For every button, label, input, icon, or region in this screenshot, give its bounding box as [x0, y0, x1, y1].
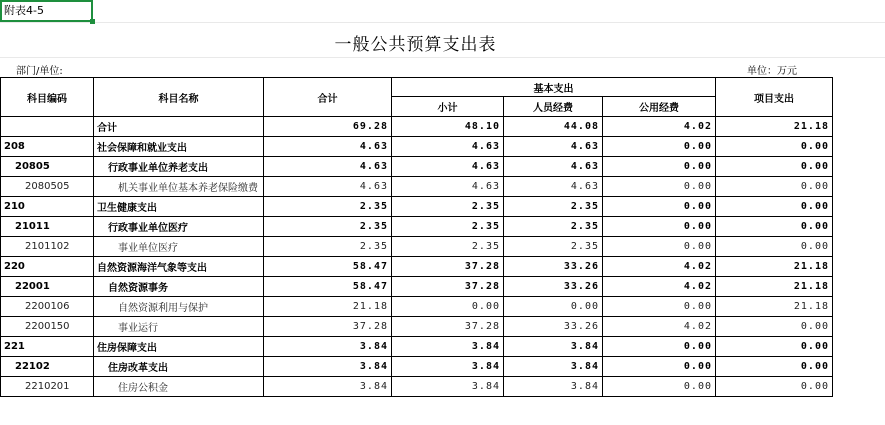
row-project[interactable]: 0.00 [716, 137, 833, 157]
row-code[interactable]: 2080505 [1, 177, 94, 197]
row-subtotal[interactable]: 3.84 [392, 357, 504, 377]
row-public[interactable]: 0.00 [603, 237, 716, 257]
row-subtotal[interactable]: 4.63 [392, 137, 504, 157]
row-name[interactable]: 自然资源海洋气象等支出 [94, 257, 264, 277]
row-name[interactable]: 行政事业单位养老支出 [94, 157, 264, 177]
row-subtotal[interactable]: 37.28 [392, 257, 504, 277]
row-personnel[interactable]: 3.84 [504, 357, 603, 377]
row-total[interactable]: 3.84 [264, 357, 392, 377]
table-row [1, 377, 833, 397]
row-public[interactable]: 4.02 [603, 277, 716, 297]
row-name[interactable]: 住房改革支出 [94, 357, 264, 377]
row-subtotal[interactable]: 3.84 [392, 337, 504, 357]
row-subtotal[interactable]: 48.10 [392, 117, 504, 137]
row-subtotal[interactable]: 4.63 [392, 157, 504, 177]
row-code[interactable]: 220 [1, 257, 94, 277]
table-row [1, 137, 833, 157]
row-project[interactable]: 0.00 [716, 217, 833, 237]
row-project[interactable]: 0.00 [716, 357, 833, 377]
header-total: 合计 [264, 78, 392, 117]
row-project[interactable]: 0.00 [716, 177, 833, 197]
header-basic: 基本支出 [392, 78, 716, 97]
row-project[interactable]: 21.18 [716, 277, 833, 297]
header-project: 项目支出 [716, 78, 833, 117]
row-personnel[interactable]: 33.26 [504, 257, 603, 277]
row-code[interactable] [1, 117, 94, 137]
row-code[interactable]: 2200106 [1, 297, 94, 317]
row-personnel[interactable]: 4.63 [504, 177, 603, 197]
table-row [1, 337, 833, 357]
row-subtotal[interactable]: 37.28 [392, 317, 504, 337]
row-name[interactable]: 事业运行 [94, 317, 264, 337]
row-public[interactable]: 0.00 [603, 137, 716, 157]
row-subtotal[interactable]: 2.35 [392, 197, 504, 217]
table-row [1, 217, 833, 237]
row-project[interactable]: 21.18 [716, 297, 833, 317]
row-total[interactable]: 3.84 [264, 377, 392, 397]
row-total[interactable]: 4.63 [264, 137, 392, 157]
fill-handle[interactable] [90, 19, 95, 24]
row-name[interactable]: 行政事业单位医疗 [94, 217, 264, 237]
table-row [1, 157, 833, 177]
table-header [1, 78, 833, 117]
row-total[interactable]: 4.63 [264, 157, 392, 177]
row-code[interactable]: 21011 [1, 217, 94, 237]
row-name[interactable]: 机关事业单位基本养老保险缴费 [94, 177, 264, 197]
row-total[interactable]: 2.35 [264, 237, 392, 257]
table-row [1, 357, 833, 377]
row-public[interactable]: 0.00 [603, 377, 716, 397]
row-project[interactable]: 0.00 [716, 317, 833, 337]
dept-label: 部门/单位: [16, 66, 63, 77]
row-public[interactable]: 0.00 [603, 157, 716, 177]
row-code[interactable]: 22102 [1, 357, 94, 377]
row-public[interactable]: 4.02 [603, 257, 716, 277]
row-personnel[interactable]: 0.00 [504, 297, 603, 317]
row-subtotal[interactable]: 37.28 [392, 277, 504, 297]
row-project[interactable]: 0.00 [716, 197, 833, 217]
row-total[interactable]: 4.63 [264, 177, 392, 197]
row-public[interactable]: 0.00 [603, 177, 716, 197]
page-title: 一般公共预算支出表 [334, 35, 497, 55]
row-code[interactable]: 2210201 [1, 377, 94, 397]
row-code[interactable]: 22001 [1, 277, 94, 297]
row-project[interactable]: 0.00 [716, 237, 833, 257]
header-public: 公用经费 [603, 97, 716, 117]
row-public[interactable]: 0.00 [603, 297, 716, 317]
selected-cell[interactable] [0, 0, 93, 22]
row-name[interactable]: 住房公积金 [94, 377, 264, 397]
table-row [1, 237, 833, 257]
row-personnel[interactable]: 3.84 [504, 337, 603, 357]
row-project[interactable]: 0.00 [716, 377, 833, 397]
row-code[interactable]: 208 [1, 137, 94, 157]
row-personnel[interactable]: 33.26 [504, 277, 603, 297]
header-subtotal: 小计 [392, 97, 504, 117]
table-body [1, 117, 833, 397]
row-code[interactable]: 2101102 [1, 237, 94, 257]
row-public[interactable]: 0.00 [603, 337, 716, 357]
row-personnel[interactable]: 44.08 [504, 117, 603, 137]
table-row [1, 317, 833, 337]
row-code[interactable]: 221 [1, 337, 94, 357]
row-personnel[interactable]: 33.26 [504, 317, 603, 337]
header-code: 科目编码 [1, 78, 94, 117]
row-name[interactable]: 卫生健康支出 [94, 197, 264, 217]
row-total[interactable]: 37.28 [264, 317, 392, 337]
row-personnel[interactable]: 3.84 [504, 377, 603, 397]
row-total[interactable]: 58.47 [264, 277, 392, 297]
row-public[interactable]: 4.02 [603, 117, 716, 137]
row-code[interactable]: 2200150 [1, 317, 94, 337]
row-personnel[interactable]: 4.63 [504, 157, 603, 177]
table-row [1, 297, 833, 317]
row-project[interactable]: 0.00 [716, 157, 833, 177]
row-personnel[interactable]: 2.35 [504, 217, 603, 237]
header-personnel: 人员经费 [504, 97, 603, 117]
row-public[interactable]: 0.00 [603, 217, 716, 237]
table-row [1, 117, 833, 137]
row-total[interactable]: 21.18 [264, 297, 392, 317]
row-code[interactable]: 210 [1, 197, 94, 217]
row-public[interactable]: 0.00 [603, 357, 716, 377]
row-subtotal[interactable]: 3.84 [392, 377, 504, 397]
row-name[interactable]: 住房保障支出 [94, 337, 264, 357]
row-subtotal[interactable]: 2.35 [392, 237, 504, 257]
row-name[interactable]: 自然资源利用与保护 [94, 297, 264, 317]
row-name[interactable]: 事业单位医疗 [94, 237, 264, 257]
row-personnel[interactable]: 2.35 [504, 197, 603, 217]
row-total[interactable]: 3.84 [264, 337, 392, 357]
row-subtotal[interactable]: 2.35 [392, 217, 504, 237]
row-total[interactable]: 2.35 [264, 197, 392, 217]
row-total[interactable]: 69.28 [264, 117, 392, 137]
table-row [1, 197, 833, 217]
table-row [1, 257, 833, 277]
row-public[interactable]: 4.02 [603, 317, 716, 337]
table-row [1, 177, 833, 197]
row-name[interactable]: 合计 [94, 117, 264, 137]
header-name: 科目名称 [94, 78, 264, 117]
row-name[interactable]: 社会保障和就业支出 [94, 137, 264, 157]
row-project[interactable]: 0.00 [716, 337, 833, 357]
cell-tag-text: 附表4-5 [4, 4, 44, 17]
row-personnel[interactable]: 2.35 [504, 237, 603, 257]
row-code[interactable]: 20805 [1, 157, 94, 177]
row-total[interactable]: 2.35 [264, 217, 392, 237]
row-total[interactable]: 58.47 [264, 257, 392, 277]
row-subtotal[interactable]: 0.00 [392, 297, 504, 317]
row-name[interactable]: 自然资源事务 [94, 277, 264, 297]
row-subtotal[interactable]: 4.63 [392, 177, 504, 197]
budget-table [0, 77, 833, 397]
row-public[interactable]: 0.00 [603, 197, 716, 217]
table-row [1, 277, 833, 297]
unit-label: 单位：万元 [747, 66, 797, 77]
row-project[interactable]: 21.18 [716, 117, 833, 137]
row-personnel[interactable]: 4.63 [504, 137, 603, 157]
row-project[interactable]: 21.18 [716, 257, 833, 277]
